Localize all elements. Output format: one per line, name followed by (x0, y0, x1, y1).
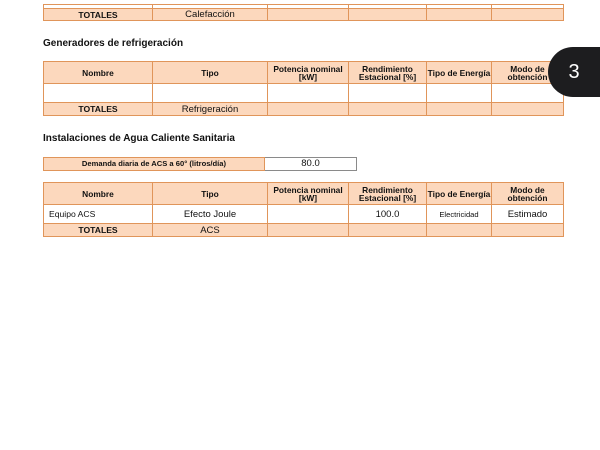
acs-table (43, 182, 564, 237)
col-header-energia: Tipo de Energía (427, 62, 492, 84)
header-row (44, 62, 564, 84)
cell (349, 103, 427, 116)
cell (427, 9, 492, 21)
cell (268, 224, 349, 237)
col-header-tipo: Tipo (153, 183, 268, 205)
cell (268, 9, 349, 21)
col-header-energia: Tipo de Energía (427, 183, 492, 205)
row-energia: Electricidad (427, 205, 492, 224)
table-row (44, 84, 564, 103)
section-title-acs: Instalaciones de Agua Caliente Sanitaria (43, 133, 235, 144)
totals-label: TOTALES (44, 224, 153, 237)
cell (268, 103, 349, 116)
col-header-potencia: Potencia nominal [kW] (268, 62, 349, 84)
cell (349, 224, 427, 237)
row-tipo: Efecto Joule (153, 205, 268, 224)
col-header-nombre: Nombre (44, 62, 153, 84)
col-header-tipo: Tipo (153, 62, 268, 84)
cell (44, 84, 153, 103)
cell (268, 84, 349, 103)
cell (492, 103, 564, 116)
col-header-rendimiento: Rendimiento Estacional [%] (349, 62, 427, 84)
col-header-modo: Modo de obtención (492, 183, 564, 205)
demanda-value: 80.0 (265, 157, 357, 171)
col-header-potencia: Potencia nominal [kW] (268, 183, 349, 205)
refrigeracion-table (43, 61, 564, 116)
totals-tipo: Calefacción (153, 9, 268, 21)
row-potencia (268, 205, 349, 224)
section-title-refrigeracion: Generadores de refrigeración (43, 38, 184, 49)
totals-label: TOTALES (44, 9, 153, 21)
col-header-modo: Modo de obtención (492, 62, 564, 84)
row-nombre: Equipo ACS (44, 205, 153, 224)
page-number-badge[interactable]: 3 (548, 47, 600, 97)
cell (427, 224, 492, 237)
totals-tipo: ACS (153, 224, 268, 237)
row-modo: Estimado (492, 205, 564, 224)
header-row (44, 183, 564, 205)
demanda-label: Demanda diaria de ACS a 60° (litros/día) (43, 157, 265, 171)
calefaccion-table (43, 4, 564, 21)
table-row (44, 205, 564, 224)
totals-label: TOTALES (44, 103, 153, 116)
row-rendimiento: 100.0 (349, 205, 427, 224)
totals-row (44, 9, 564, 21)
totals-row (44, 224, 564, 237)
cell (427, 103, 492, 116)
col-header-rendimiento: Rendimiento Estacional [%] (349, 183, 427, 205)
totals-tipo: Refrigeración (153, 103, 268, 116)
cell (492, 9, 564, 21)
totals-row (44, 103, 564, 116)
col-header-nombre: Nombre (44, 183, 153, 205)
cell (153, 84, 268, 103)
cell (427, 84, 492, 103)
cell (349, 84, 427, 103)
cell (492, 224, 564, 237)
cell (349, 9, 427, 21)
